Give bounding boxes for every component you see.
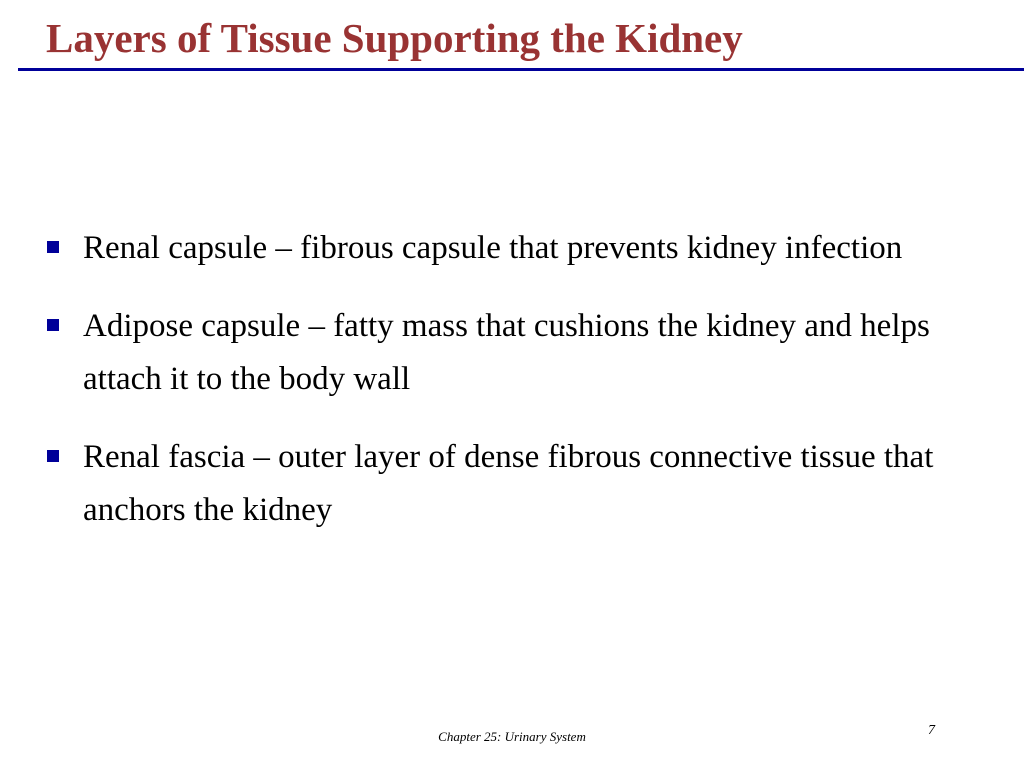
bullet-text: Renal fascia – outer layer of dense fibrous connective tissue that anchors the kidney	[83, 439, 934, 528]
bullet-item	[44, 300, 994, 406]
bullet-list	[44, 222, 994, 562]
square-bullet-icon	[47, 241, 59, 253]
slide-title: Layers of Tissue Supporting the Kidney	[46, 15, 743, 61]
square-bullet-icon	[47, 450, 59, 462]
page-number: 7	[928, 723, 935, 738]
bullet-text: Renal capsule – fibrous capsule that prevents kidney infection	[83, 230, 903, 266]
slide-footer: Chapter 25: Urinary System	[438, 729, 586, 744]
title-underline	[18, 68, 1024, 71]
bullet-item	[44, 431, 994, 537]
bullet-text: Adipose capsule – fatty mass that cushions the kidney and helps attach it to the body wall	[83, 308, 930, 397]
bullet-item	[44, 222, 994, 275]
square-bullet-icon	[47, 319, 59, 331]
